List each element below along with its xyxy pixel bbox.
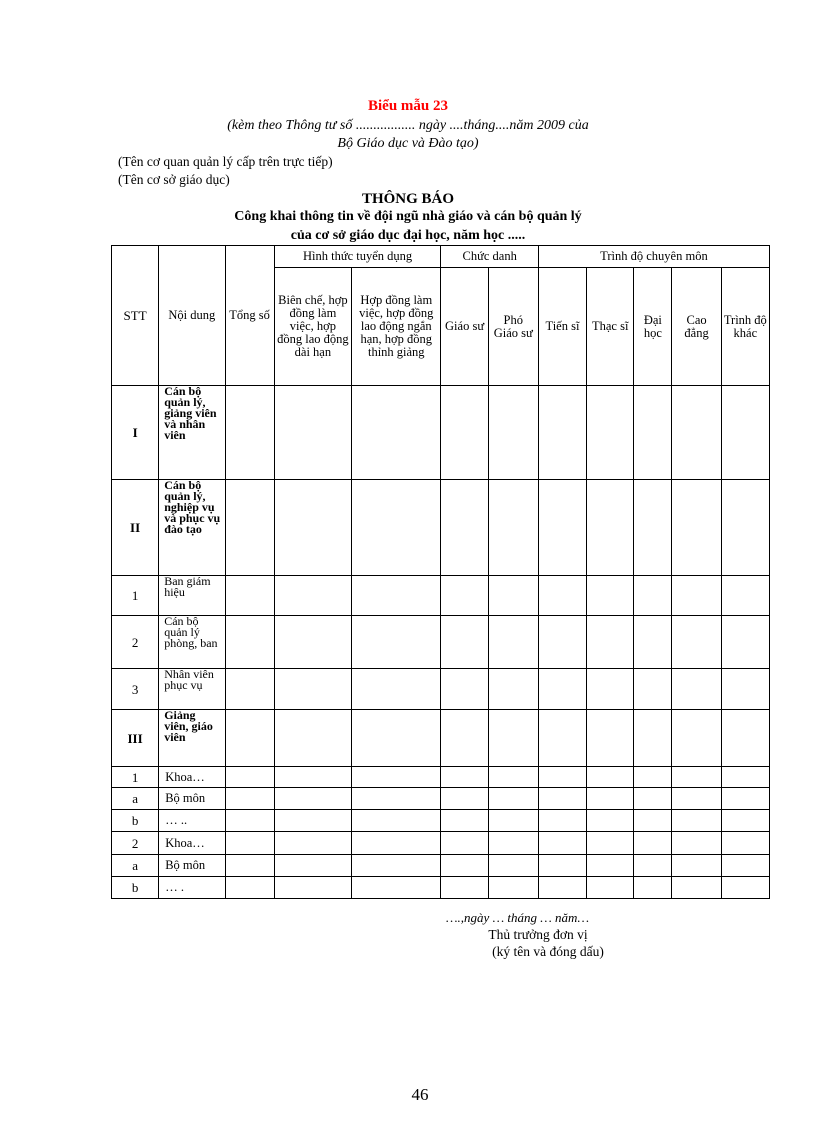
empty-cell[interactable] xyxy=(274,669,351,710)
table-row xyxy=(112,832,770,855)
empty-cell[interactable] xyxy=(587,855,634,877)
empty-cell[interactable] xyxy=(225,788,274,810)
table-row xyxy=(112,877,770,899)
empty-cell[interactable] xyxy=(672,767,721,788)
empty-cell[interactable] xyxy=(441,669,488,710)
empty-cell[interactable] xyxy=(225,767,274,788)
table-row xyxy=(112,386,770,480)
header-permanent: Biên chế, hợp đồng làm việc, hợp đồng lao động dài hạn xyxy=(274,268,351,386)
header-title-group: Chức danh xyxy=(441,246,538,268)
page-number: 46 xyxy=(411,1085,429,1104)
row-stt: 2 xyxy=(112,832,159,855)
header-professor: Giáo sư xyxy=(441,268,488,386)
empty-cell[interactable] xyxy=(352,710,441,767)
row-stt: I xyxy=(112,386,159,480)
empty-cell[interactable] xyxy=(634,616,672,669)
empty-cell[interactable] xyxy=(672,669,721,710)
empty-cell[interactable] xyxy=(352,877,441,899)
empty-cell[interactable] xyxy=(352,832,441,855)
empty-cell[interactable] xyxy=(672,832,721,855)
empty-cell[interactable] xyxy=(587,386,634,480)
empty-cell[interactable] xyxy=(538,616,586,669)
empty-cell[interactable] xyxy=(225,832,274,855)
empty-cell[interactable] xyxy=(721,877,769,899)
empty-cell[interactable] xyxy=(634,669,672,710)
signer-title: Thủ trưởng đơn vị xyxy=(488,927,588,942)
empty-cell[interactable] xyxy=(634,855,672,877)
document-subtitle-1: Công khai thông tin về đội ngũ nhà giáo và cán bộ quản lý xyxy=(234,209,582,224)
empty-cell[interactable] xyxy=(225,386,274,480)
staff-table xyxy=(111,245,770,899)
empty-cell[interactable] xyxy=(352,576,441,616)
row-stt: 1 xyxy=(112,767,159,788)
empty-cell[interactable] xyxy=(721,480,769,576)
empty-cell[interactable] xyxy=(538,576,586,616)
empty-cell[interactable] xyxy=(225,855,274,877)
empty-cell[interactable] xyxy=(488,767,538,788)
school-name: (Tên cơ sở giáo dục) xyxy=(118,172,230,187)
empty-cell[interactable] xyxy=(634,767,672,788)
row-content: Khoa… xyxy=(159,832,225,855)
empty-cell[interactable] xyxy=(672,480,721,576)
empty-cell[interactable] xyxy=(538,386,586,480)
row-content: Cán bộ quản lý phòng, ban xyxy=(159,616,225,669)
table-row xyxy=(112,616,770,669)
empty-cell[interactable] xyxy=(352,855,441,877)
empty-cell[interactable] xyxy=(721,386,769,480)
empty-cell[interactable] xyxy=(441,480,488,576)
empty-cell[interactable] xyxy=(441,616,488,669)
empty-cell[interactable] xyxy=(352,810,441,832)
empty-cell[interactable] xyxy=(352,386,441,480)
row-stt: 3 xyxy=(112,669,159,710)
empty-cell[interactable] xyxy=(721,810,769,832)
empty-cell[interactable] xyxy=(721,832,769,855)
empty-cell[interactable] xyxy=(488,710,538,767)
empty-cell[interactable] xyxy=(274,386,351,480)
empty-cell[interactable] xyxy=(274,810,351,832)
empty-cell[interactable] xyxy=(538,767,586,788)
header-qualification: Trình độ chuyên môn xyxy=(538,246,769,268)
empty-cell[interactable] xyxy=(352,480,441,576)
row-content: Nhân viên phục vụ xyxy=(159,669,225,710)
header-content: Nội dung xyxy=(159,246,225,386)
empty-cell[interactable] xyxy=(488,810,538,832)
header-assoc-professor: Phó Giáo sư xyxy=(488,268,538,386)
header-college: Cao đẳng xyxy=(672,268,721,386)
row-stt: a xyxy=(112,855,159,877)
empty-cell[interactable] xyxy=(538,480,586,576)
empty-cell[interactable] xyxy=(274,710,351,767)
table-row xyxy=(112,855,770,877)
empty-cell[interactable] xyxy=(488,616,538,669)
empty-cell[interactable] xyxy=(488,855,538,877)
reference-line-1: (kèm theo Thông tư số ................. ngày ....tháng....năm 2009 của xyxy=(227,118,589,133)
empty-cell[interactable] xyxy=(274,855,351,877)
empty-cell[interactable] xyxy=(587,832,634,855)
row-stt: III xyxy=(112,710,159,767)
header-other: Trình độ khác xyxy=(721,268,769,386)
empty-cell[interactable] xyxy=(352,788,441,810)
empty-cell[interactable] xyxy=(721,767,769,788)
header-doctor: Tiến sĩ xyxy=(538,268,586,386)
signature-note: (ký tên và đóng dấu) xyxy=(492,944,604,959)
empty-cell[interactable] xyxy=(634,832,672,855)
empty-cell[interactable] xyxy=(672,576,721,616)
empty-cell[interactable] xyxy=(672,788,721,810)
empty-cell[interactable] xyxy=(488,669,538,710)
empty-cell[interactable] xyxy=(672,810,721,832)
empty-cell[interactable] xyxy=(587,767,634,788)
empty-cell[interactable] xyxy=(672,877,721,899)
row-stt: 1 xyxy=(112,576,159,616)
empty-cell[interactable] xyxy=(225,669,274,710)
empty-cell[interactable] xyxy=(672,386,721,480)
date-line: ….,ngày … tháng … năm… xyxy=(446,910,590,925)
empty-cell[interactable] xyxy=(488,576,538,616)
empty-cell[interactable] xyxy=(441,710,488,767)
agency-name: (Tên cơ quan quản lý cấp trên trực tiếp) xyxy=(118,154,333,169)
empty-cell[interactable] xyxy=(225,877,274,899)
empty-cell[interactable] xyxy=(721,576,769,616)
empty-cell[interactable] xyxy=(488,832,538,855)
empty-cell[interactable] xyxy=(587,788,634,810)
empty-cell[interactable] xyxy=(587,669,634,710)
empty-cell[interactable] xyxy=(538,810,586,832)
empty-cell[interactable] xyxy=(274,788,351,810)
row-content: Bộ môn xyxy=(159,855,225,877)
row-content: Khoa… xyxy=(159,767,225,788)
empty-cell[interactable] xyxy=(672,855,721,877)
empty-cell[interactable] xyxy=(721,616,769,669)
table-row xyxy=(112,576,770,616)
header-stt: STT xyxy=(112,246,159,386)
row-content: Giảng viên, giáo viên xyxy=(159,710,225,767)
table-row xyxy=(112,669,770,710)
empty-cell[interactable] xyxy=(634,576,672,616)
row-stt: b xyxy=(112,877,159,899)
empty-cell[interactable] xyxy=(441,877,488,899)
empty-cell[interactable] xyxy=(352,669,441,710)
empty-cell[interactable] xyxy=(672,616,721,669)
empty-cell[interactable] xyxy=(538,855,586,877)
empty-cell[interactable] xyxy=(225,710,274,767)
empty-cell[interactable] xyxy=(721,669,769,710)
empty-cell[interactable] xyxy=(538,877,586,899)
empty-cell[interactable] xyxy=(634,877,672,899)
row-content: Cán bộ quản lý, giảng viên và nhân viên xyxy=(159,386,225,480)
row-stt: a xyxy=(112,788,159,810)
row-content: Ban giám hiệu xyxy=(159,576,225,616)
row-content: Bộ môn xyxy=(159,788,225,810)
empty-cell[interactable] xyxy=(538,669,586,710)
row-stt: II xyxy=(112,480,159,576)
empty-cell[interactable] xyxy=(488,386,538,480)
empty-cell[interactable] xyxy=(352,616,441,669)
empty-cell[interactable] xyxy=(587,576,634,616)
empty-cell[interactable] xyxy=(225,576,274,616)
header-recruitment: Hình thức tuyển dụng xyxy=(274,246,441,268)
table-row xyxy=(112,788,770,810)
empty-cell[interactable] xyxy=(225,480,274,576)
empty-cell[interactable] xyxy=(225,616,274,669)
empty-cell[interactable] xyxy=(441,788,488,810)
empty-cell[interactable] xyxy=(587,810,634,832)
row-content: Cán bộ quản lý, nghiệp vụ và phục vụ đào tạo xyxy=(159,480,225,576)
empty-cell[interactable] xyxy=(634,386,672,480)
empty-cell[interactable] xyxy=(634,788,672,810)
document-title: THÔNG BÁO xyxy=(361,191,455,207)
empty-cell[interactable] xyxy=(488,480,538,576)
header-bachelor: Đại học xyxy=(634,268,672,386)
empty-cell[interactable] xyxy=(274,767,351,788)
empty-cell[interactable] xyxy=(672,710,721,767)
reference-line-2: Bộ Giáo dục và Đào tạo) xyxy=(337,136,479,151)
empty-cell[interactable] xyxy=(488,788,538,810)
row-stt: b xyxy=(112,810,159,832)
table-row xyxy=(112,767,770,788)
empty-cell[interactable] xyxy=(538,832,586,855)
empty-cell[interactable] xyxy=(587,877,634,899)
empty-cell[interactable] xyxy=(274,832,351,855)
empty-cell[interactable] xyxy=(441,767,488,788)
empty-cell[interactable] xyxy=(441,832,488,855)
row-stt: 2 xyxy=(112,616,159,669)
empty-cell[interactable] xyxy=(274,576,351,616)
empty-cell[interactable] xyxy=(488,877,538,899)
empty-cell[interactable] xyxy=(721,710,769,767)
empty-cell[interactable] xyxy=(274,877,351,899)
empty-cell[interactable] xyxy=(634,480,672,576)
empty-cell[interactable] xyxy=(538,710,586,767)
header-master: Thạc sĩ xyxy=(587,268,634,386)
empty-cell[interactable] xyxy=(634,710,672,767)
empty-cell[interactable] xyxy=(587,616,634,669)
empty-cell[interactable] xyxy=(634,810,672,832)
empty-cell[interactable] xyxy=(721,788,769,810)
header-total: Tổng số xyxy=(225,246,274,386)
empty-cell[interactable] xyxy=(274,480,351,576)
empty-cell[interactable] xyxy=(538,788,586,810)
empty-cell[interactable] xyxy=(274,616,351,669)
header-contract: Hợp đồng làm việc, hợp đồng lao động ngắn hạn, hợp đồng thỉnh giảng xyxy=(352,268,441,386)
empty-cell[interactable] xyxy=(441,386,488,480)
row-content: … .. xyxy=(159,810,225,832)
table-row xyxy=(112,710,770,767)
row-content: … . xyxy=(159,877,225,899)
empty-cell[interactable] xyxy=(721,855,769,877)
empty-cell[interactable] xyxy=(225,810,274,832)
empty-cell[interactable] xyxy=(441,810,488,832)
empty-cell[interactable] xyxy=(587,480,634,576)
empty-cell[interactable] xyxy=(441,576,488,616)
table-row xyxy=(112,480,770,576)
empty-cell[interactable] xyxy=(441,855,488,877)
empty-cell[interactable] xyxy=(352,767,441,788)
form-title: Biểu mẫu 23 xyxy=(367,98,448,114)
document-subtitle-2: của cơ sở giáo dục đại học, năm học ..... xyxy=(290,228,526,243)
table-row xyxy=(112,810,770,832)
empty-cell[interactable] xyxy=(587,710,634,767)
